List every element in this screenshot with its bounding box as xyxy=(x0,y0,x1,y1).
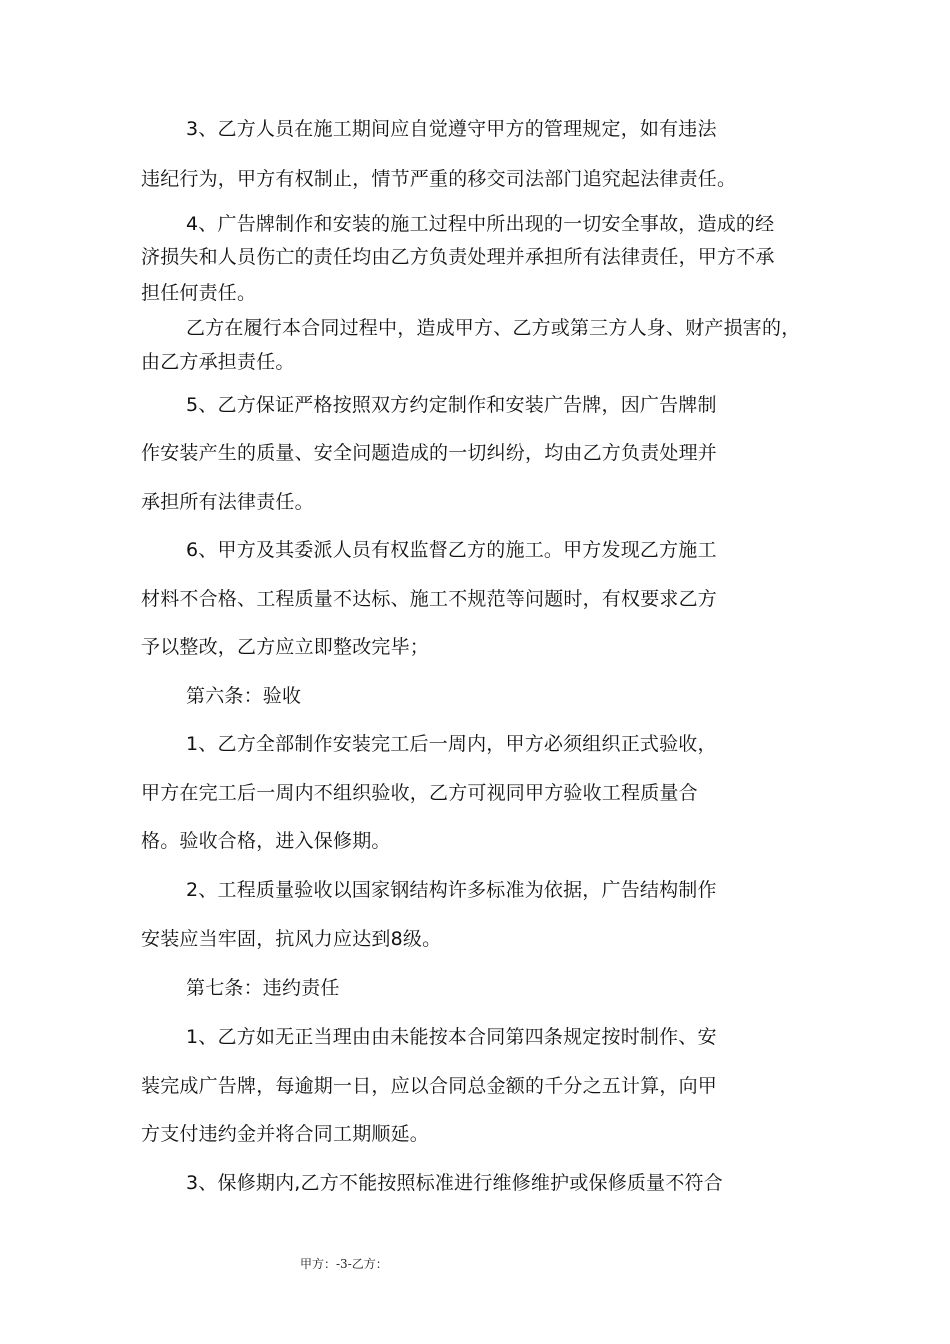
text-line-3: 4、广告牌制作和安装的施工过程中所出现的一切安全事故，造成的经 xyxy=(186,213,775,235)
text-line-21: 1、乙方如无正当理由由未能按本合同第四条规定按时制作、安 xyxy=(186,1026,717,1048)
text-line-1: 3、乙方人员在施工期间应自觉遵守甲方的管理规定，如有违法 xyxy=(186,118,717,140)
text-line-13: 予以整改，乙方应立即整改完毕； xyxy=(141,636,430,658)
text-line-7: 由乙方承担责任。 xyxy=(141,351,295,373)
text-line-16: 甲方在完工后一周内不组织验收，乙方可视同甲方验收工程质量合 xyxy=(141,782,698,804)
text-line-9: 作安装产生的质量、安全问题造成的一切纠纷，均由乙方负责处理并 xyxy=(141,442,718,464)
text-line-19: 安装应当牢固，抗风力应达到8级。 xyxy=(141,928,442,950)
text-line-8: 5、乙方保证严格按照双方约定制作和安装广告牌，因广告牌制 xyxy=(186,394,717,416)
text-line-5: 担任何责任。 xyxy=(141,282,257,304)
text-line-12: 材料不合格、工程质量不达标、施工不规范等问题时，有权要求乙方 xyxy=(141,588,718,610)
text-line-6: 乙方在履行本合同过程中，造成甲方、乙方或第三方人身、财产损害的， xyxy=(186,317,801,339)
text-line-10: 承担所有法律责任。 xyxy=(141,491,314,513)
section-heading-breach: 第七条：违约责任 xyxy=(186,977,340,999)
page-footer: 甲方：-3-乙方： xyxy=(300,1257,388,1271)
text-line-2: 违纪行为，甲方有权制止，情节严重的移交司法部门追究起法律责任。 xyxy=(141,168,737,190)
text-line-11: 6、甲方及其委派人员有权监督乙方的施工。甲方发现乙方施工 xyxy=(186,539,717,561)
text-line-23: 方支付违约金并将合同工期顺延。 xyxy=(141,1123,430,1145)
text-line-4: 济损失和人员伤亡的责任均由乙方负责处理并承担所有法律责任，甲方不承 xyxy=(141,246,775,268)
text-line-15: 1、乙方全部制作安装完工后一周内，甲方必须组织正式验收， xyxy=(186,733,717,755)
section-heading-acceptance: 第六条：验收 xyxy=(186,685,302,707)
text-line-17: 格。验收合格，进入保修期。 xyxy=(141,830,391,852)
text-line-24: 3、保修期内,乙方不能按照标准进行维修维护或保修质量不符合 xyxy=(186,1172,723,1194)
text-line-18: 2、工程质量验收以国家钢结构许多标准为依据，广告结构制作 xyxy=(186,879,717,901)
text-line-22: 装完成广告牌，每逾期一日，应以合同总金额的千分之五计算，向甲 xyxy=(141,1075,718,1097)
